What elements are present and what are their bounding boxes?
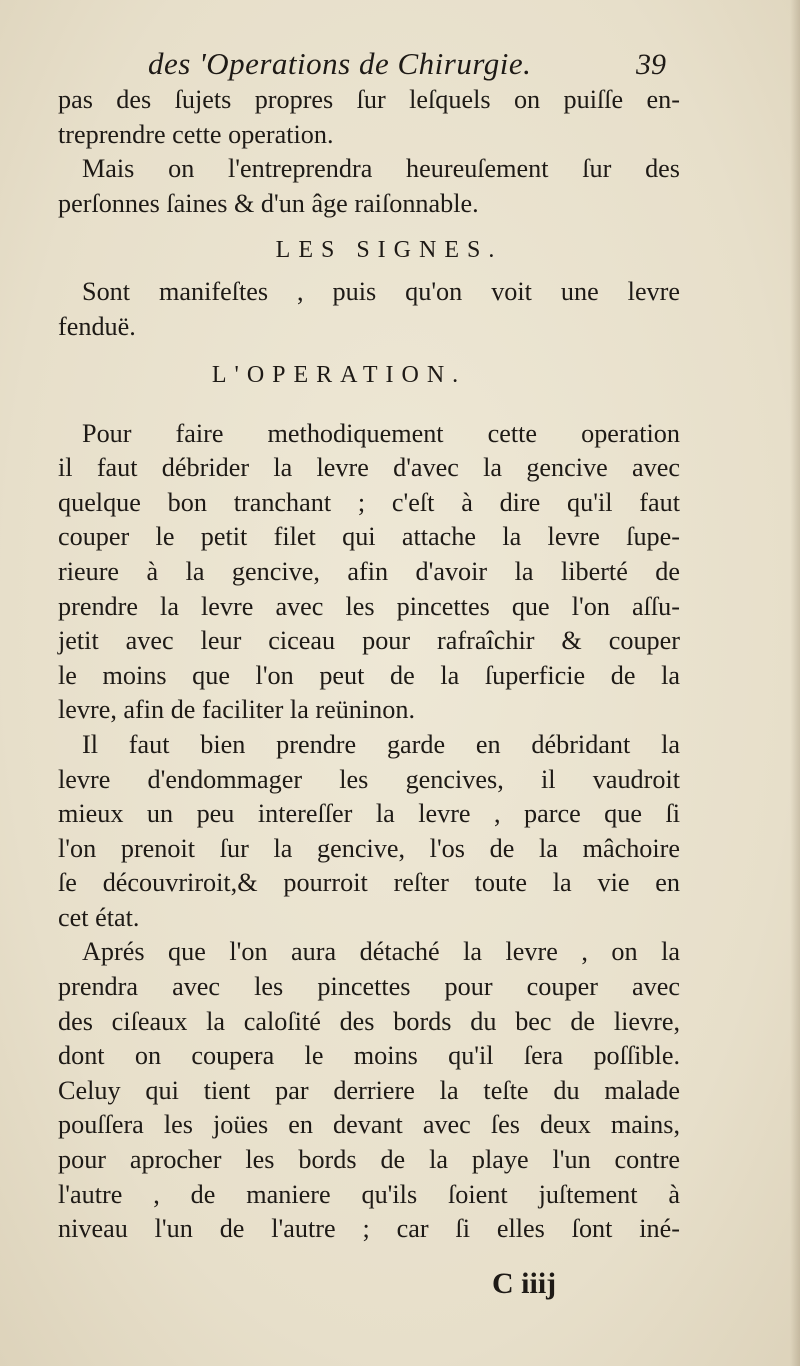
signature-mark: C iiij [492, 1267, 557, 1300]
running-title: des 'Operations de Chirurgie. [148, 46, 532, 81]
text-line: pouſſera les joües en devant avec ſes deux mains, [58, 1110, 680, 1140]
text-line: levre d'endommager les gencives, il vaudroit [58, 764, 680, 794]
text-line: treprendre cette operation. [58, 119, 334, 149]
text-line: quelque bon tranchant ; c'eſt à dire qu'il faut [58, 487, 680, 517]
text-line: pour aprocher les bords de la playe l'un contre [58, 1145, 680, 1175]
text-line: ſe découvriroit,& pourroit reſter toute la vie en [58, 868, 680, 898]
text-line: fenduë. [58, 311, 136, 341]
text-line: niveau l'un de l'autre ; car ſi elles ſont iné- [58, 1214, 680, 1244]
text-line: prendra avec les pincettes pour couper avec [58, 972, 680, 1002]
text-line: mieux un peu intereſſer la levre , parce que ſi [58, 799, 680, 829]
text-line: levre, afin de faciliter la reüninon. [58, 695, 415, 725]
text-line: Il faut bien prendre garde en débridant la [82, 729, 680, 759]
text-line: l'autre , de maniere qu'ils ſoient juſtement à [58, 1179, 680, 1209]
text-line: le moins que l'on peut de la ſuperficie de la [58, 660, 680, 690]
text-line: Celuy qui tient par derriere la teſte du malade [58, 1075, 680, 1105]
section-heading-operation: L'OPERATION. [211, 361, 467, 388]
text-line: couper le petit filet qui attache la levre ſupe- [58, 522, 680, 552]
text-line: perſonnes ſaines & d'un âge raiſonnable. [58, 188, 479, 218]
text-line: pas des ſujets propres ſur leſquels on puiſſe en- [58, 85, 680, 114]
text-line: il faut débrider la levre d'avec la gencive avec [58, 453, 680, 483]
section-heading-signes: LES SIGNES. [275, 237, 503, 264]
page-body [58, 83, 680, 1247]
page-edge-shadow [790, 0, 800, 1366]
text-line: Mais on l'entreprendra heureuſement ſur des [82, 154, 680, 184]
text-line: l'on prenoit ſur la gencive, l'os de la mâchoire [58, 833, 680, 863]
text-line: dont on coupera le moins qu'il ſera poſſible. [58, 1041, 680, 1071]
text-line: Sont manifeſtes , puis qu'on voit une levre [82, 277, 680, 307]
text-line: cet état. [58, 902, 140, 932]
page-number: 39 [636, 48, 666, 81]
text-line: Aprés que l'on aura détaché la levre , on la [82, 937, 680, 967]
text-line: rieure à la gencive, afin d'avoir la liberté de [58, 556, 680, 586]
text-line: jetit avec leur ciceau pour rafraîchir & couper [58, 626, 680, 656]
text-line: prendre la levre avec les pincettes que l'on aſſu- [58, 591, 680, 621]
text-line: des ciſeaux la caloſité des bords du bec de lievre, [58, 1006, 680, 1036]
text-line: Pour faire methodiquement cette operation [82, 418, 680, 448]
